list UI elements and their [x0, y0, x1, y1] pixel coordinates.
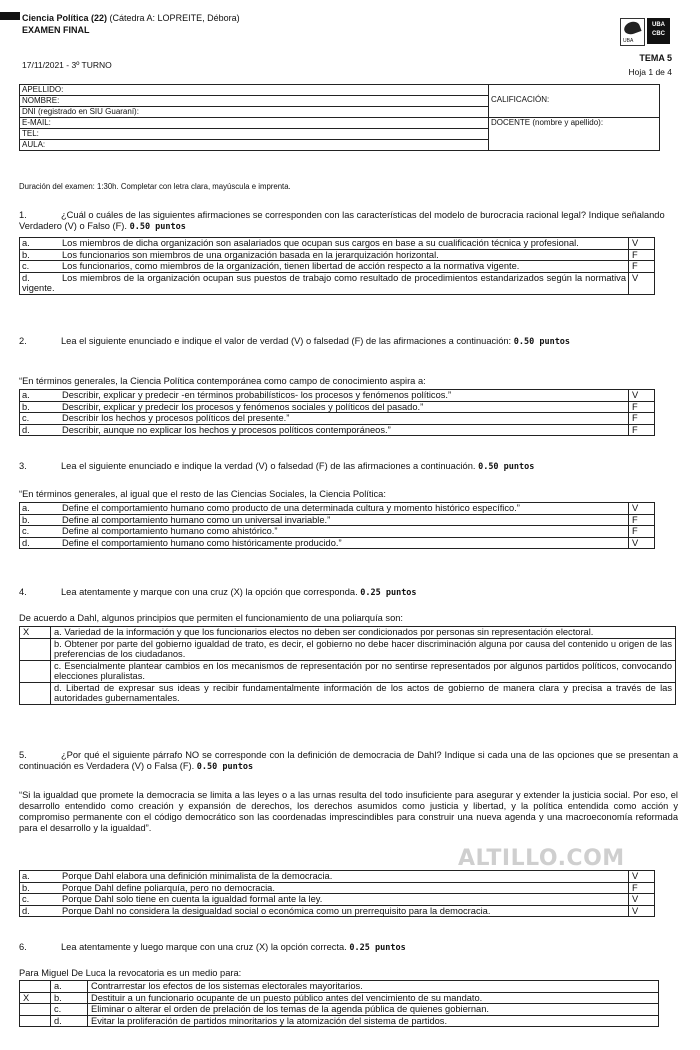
tema-label: TEMA 5: [639, 53, 672, 63]
option-row: c. Porque Dahl solo tiene en cuenta la igualdad formal ante la ley. V: [20, 894, 655, 906]
mark-cell[interactable]: [20, 981, 51, 993]
altillo-watermark: ALTILLO.COM: [458, 846, 625, 871]
option-row: X b. Destituir a un funcionario ocupante de un puesto público antes del vencimiento de su mandato.: [20, 992, 659, 1004]
uba-logo: [620, 18, 670, 44]
answer-cell[interactable]: F: [629, 261, 655, 273]
uba-cbc-logo: UBA CBC: [647, 18, 670, 44]
field-aula[interactable]: AULA:: [20, 140, 489, 151]
mark-cell[interactable]: [20, 682, 51, 704]
mark-cell[interactable]: [20, 1004, 51, 1016]
answer-cell[interactable]: V: [629, 272, 655, 294]
mark-cell[interactable]: X: [20, 627, 51, 639]
question-2-options: [19, 389, 655, 436]
answer-cell[interactable]: V: [629, 537, 655, 549]
option-row: c. Esencialmente plantear cambios en los mecanismos de representación por no sentirse representados por algunos partidos políticos, convocando elecciones pluralistas.: [20, 660, 676, 682]
field-nombre[interactable]: NOMBRE:: [20, 96, 489, 107]
mark-cell[interactable]: X: [20, 992, 51, 1004]
option-row: a. Define el comportamiento humano como producto de una determinada cultura y momento histórico específico.” V: [20, 503, 655, 515]
student-info-table: [19, 84, 660, 151]
option-row: c. Describir los hechos y procesos políticos del presente.” F: [20, 413, 655, 425]
answer-cell[interactable]: V: [629, 238, 655, 250]
exam-instructions: Duración del examen: 1:30h. Completar con letra clara, mayúscula e imprenta.: [19, 182, 291, 191]
question-2: 2. Lea el siguiente enunciado e indique el valor de verdad (V) o falsedad (F) de las afirmaciones a continuación: 0.50 puntos: [19, 336, 571, 347]
question-3: 3. Lea el siguiente enunciado e indique la verdad (V) o falsedad (F) de las afirmaciones a continuación. 0.50 puntos: [19, 461, 535, 472]
page-counter: Hoja 1 de 4: [628, 67, 672, 77]
option-row: b. Obtener por parte del gobierno igualdad de trato, es decir, el gobierno no debe hacer discriminación alguna por causa del contenido u origen de las preferencias de los ciudadanos.: [20, 638, 676, 660]
mark-cell[interactable]: [20, 1015, 51, 1027]
option-row: d. Los miembros de la organización ocupan sus puestos de trabajo como resultado de procedimientos estandarizados según la normativa vigente. V: [20, 272, 655, 294]
answer-cell[interactable]: V: [629, 503, 655, 515]
answer-cell[interactable]: V: [629, 390, 655, 402]
answer-cell[interactable]: F: [629, 882, 655, 894]
option-row: c. Los funcionarios, como miembros de la organización, tienen libertad de acción respecto a la normativa vigente. F: [20, 261, 655, 273]
option-row: X a. Variedad de la información y que los funcionarios electos no deben ser condicionados por personas sin representación electoral.: [20, 627, 676, 639]
header-black-bar: [0, 12, 20, 20]
option-row: c. Define al comportamiento humano como ahistórico.” F: [20, 526, 655, 538]
question-3-intro: “En términos generales, al igual que el resto de las Ciencias Sociales, la Ciencia Política:: [19, 489, 386, 499]
question-6: 6. Lea atentamente y luego marque con una cruz (X) la opción correcta. 0.25 puntos: [19, 942, 406, 953]
question-1: 1. ¿Cuál o cuáles de las siguientes afirmaciones se corresponden con las características del modelo de burocracia racional legal? Indique señalando Verdadero (V) o Falso (F). 0.50 puntos: [19, 210, 665, 232]
answer-cell[interactable]: F: [629, 249, 655, 261]
option-row: d. Define el comportamiento humano como históricamente producido.” V: [20, 537, 655, 549]
question-4-options: [19, 626, 676, 705]
question-5-options: [19, 870, 655, 917]
option-row: b. Porque Dahl define poliarquía, pero no democracia. F: [20, 882, 655, 894]
option-row: c. Eliminar o alterar el orden de prelación de los temas de la agenda pública de quienes gobiernan.: [20, 1004, 659, 1016]
option-row: b. Define al comportamiento humano como un universal invariable.” F: [20, 514, 655, 526]
option-row: d. Describir, aunque no explicar los hechos y procesos políticos contemporáneos.” F: [20, 424, 655, 436]
option-row: d. Porque Dahl no considera la desigualdad social o económica como un prerrequisito para la democracia. V: [20, 905, 655, 917]
answer-cell[interactable]: V: [629, 905, 655, 917]
answer-cell[interactable]: F: [629, 514, 655, 526]
field-docente[interactable]: DOCENTE (nombre y apellido):: [489, 118, 660, 151]
field-apellido[interactable]: APELLIDO:: [20, 85, 489, 96]
mark-cell[interactable]: [20, 638, 51, 660]
answer-cell[interactable]: V: [629, 871, 655, 883]
question-5: 5. ¿Por qué el siguiente párrafo NO se corresponde con la definición de democracia de Dahl? Indique si cada una de las opciones que se presentan a continuación es Verdadera (V) o Falsa (F). 0.50 puntos: [19, 750, 678, 772]
question-3-options: [19, 502, 655, 549]
course-title: Ciencia Política (22) (Cátedra A: LOPREITE, Débora): [22, 13, 240, 23]
exam-title: EXAMEN FINAL: [22, 25, 90, 35]
uba-swoosh-icon: UBA: [620, 18, 645, 46]
answer-cell[interactable]: F: [629, 413, 655, 425]
option-row: a. Porque Dahl elabora una definición minimalista de la democracia. V: [20, 871, 655, 883]
answer-cell[interactable]: F: [629, 401, 655, 413]
question-1-options: [19, 237, 655, 295]
question-6-intro: Para Miguel De Luca la revocatoria es un medio para:: [19, 968, 242, 978]
exam-date: 17/11/2021 - 3º TURNO: [22, 60, 112, 70]
field-email[interactable]: E-MAIL:: [20, 118, 489, 129]
answer-cell[interactable]: V: [629, 894, 655, 906]
question-5-quote: “Si la igualdad que promete la democracia se limita a las leyes o a las urnas resulta del todo insuficiente para asegurar y extender la justicia social. Por eso, el desarrollo entendido como creación y expansión de derechos, los derechos asumidos como justicia y libertad, y la política entendida como acción y compromiso permanente con el código democrático son las coordenadas imprescindibles para construir una nueva agenda y una macroeconomía reformada para el desarrollo y la igualdad”.: [19, 790, 678, 833]
option-row: b. Describir, explicar y predecir los procesos y fenómenos sociales y políticos del pasado.” F: [20, 401, 655, 413]
option-row: d. Libertad de expresar sus ideas y recibir fundamentalmente información de los actos de gobierno de manera clara y precisa a través de las autoridades gubernamentales.: [20, 682, 676, 704]
field-dni[interactable]: DNI (registrado en SIU Guaraní):: [20, 107, 489, 118]
answer-cell[interactable]: F: [629, 424, 655, 436]
question-4-intro: De acuerdo a Dahl, algunos principios que permiten el funcionamiento de una poliarquía son:: [19, 613, 404, 623]
option-row: b. Los funcionarios son miembros de una organización basada en la jerarquización horizontal. F: [20, 249, 655, 261]
option-row: a. Los miembros de dicha organización son asalariados que ocupan sus cargos en base a su cualificación técnica y profesional. V: [20, 238, 655, 250]
question-4: 4. Lea atentamente y marque con una cruz (X) la opción que corresponda. 0.25 puntos: [19, 587, 417, 598]
field-tel[interactable]: TEL:: [20, 129, 489, 140]
option-row: a. Contrarrestar los efectos de los sistemas electorales mayoritarios.: [20, 981, 659, 993]
question-6-options: [19, 980, 659, 1027]
question-2-intro: “En términos generales, la Ciencia Política contemporánea como campo de conocimiento aspira a:: [19, 376, 426, 386]
option-row: d. Evitar la proliferación de partidos minoritarios y la atomización del sistema de partidos.: [20, 1015, 659, 1027]
field-calificacion[interactable]: CALIFICACIÓN:: [489, 85, 660, 118]
option-row: a. Describir, explicar y predecir -en términos probabilísticos- los procesos y fenómenos políticos.” V: [20, 390, 655, 402]
answer-cell[interactable]: F: [629, 526, 655, 538]
mark-cell[interactable]: [20, 660, 51, 682]
